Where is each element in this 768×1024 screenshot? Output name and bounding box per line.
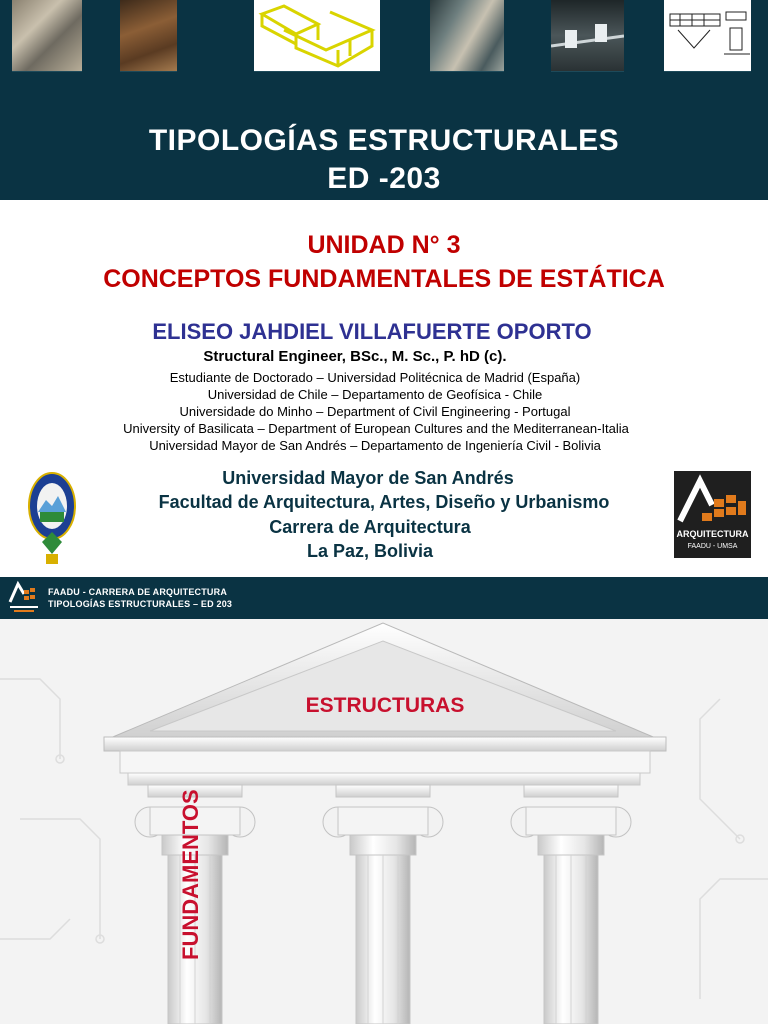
author-name: ELISEO JAHDIEL VILLAFUERTE OPORTO bbox=[152, 319, 592, 344]
faadu-mini-logo bbox=[8, 580, 40, 616]
affiliation-line: Universidad Mayor de San Andrés – Departamento de Ingeniería Civil - Bolivia bbox=[149, 438, 601, 453]
structures-label: ESTRUCTURAS bbox=[305, 694, 465, 717]
affiliation-line: Estudiante de Doctorado – Universidad Politécnica de Madrid (España) bbox=[169, 370, 581, 385]
thumbnail-cad-model bbox=[254, 0, 380, 72]
unit-number: UNIDAD N° 3 bbox=[307, 231, 461, 259]
affiliation-line: Universidad de Chile – Departamento de Geofísica - Chile bbox=[207, 387, 543, 402]
thumbnail-photo-1 bbox=[12, 0, 82, 72]
program-name: Carrera de Arquitectura bbox=[269, 517, 471, 537]
thumbnail-photo-2 bbox=[120, 0, 177, 72]
course-code: ED -203 bbox=[327, 162, 441, 195]
university-name: Universidad Mayor de San Andrés bbox=[222, 468, 514, 488]
column-right bbox=[511, 785, 631, 1024]
thumbnail-drawing-6 bbox=[664, 0, 751, 72]
author-credential: Structural Engineer, BSc., M. Sc., P. hD (c). bbox=[203, 348, 507, 365]
faadu-logo bbox=[674, 471, 751, 558]
university-seal-logo bbox=[28, 472, 76, 568]
slide2-band-line1: FAADU - CARRERA DE ARQUITECTURA bbox=[48, 587, 228, 597]
faadu-logo-mark bbox=[674, 471, 751, 558]
thumbnail-photo-5 bbox=[551, 0, 624, 72]
affiliation-line: Universidade do Minho – Department of Civil Engineering - Portugal bbox=[179, 404, 571, 419]
thumbnail-photo-4 bbox=[430, 0, 504, 72]
slide2-band-line2: TIPOLOGÍAS ESTRUCTURALES – ED 203 bbox=[48, 599, 233, 609]
temple-illustration bbox=[0, 619, 768, 1024]
city-name: La Paz, Bolivia bbox=[306, 541, 434, 561]
slide2-header-band bbox=[0, 577, 768, 619]
course-title: TIPOLOGÍAS ESTRUCTURALES bbox=[148, 124, 620, 157]
yellow-frame-icon bbox=[254, 0, 380, 72]
faculty-name: Facultad de Arquitectura, Artes, Diseño y Urbanismo bbox=[158, 492, 610, 512]
clamp-icon bbox=[551, 0, 624, 72]
section-drawing-icon bbox=[664, 0, 751, 72]
column-center bbox=[323, 785, 443, 1024]
faadu-logo-sub: FAADU - UMSA bbox=[687, 543, 738, 550]
unit-title: CONCEPTOS FUNDAMENTALES DE ESTÁTICA bbox=[103, 265, 665, 293]
faadu-logo-name: ARQUITECTURA bbox=[676, 529, 749, 539]
foundations-label: FUNDAMENTOS bbox=[178, 789, 203, 960]
affiliation-line: University of Basilicata – Department of European Cultures and the Mediterranean-Italia bbox=[123, 421, 629, 436]
